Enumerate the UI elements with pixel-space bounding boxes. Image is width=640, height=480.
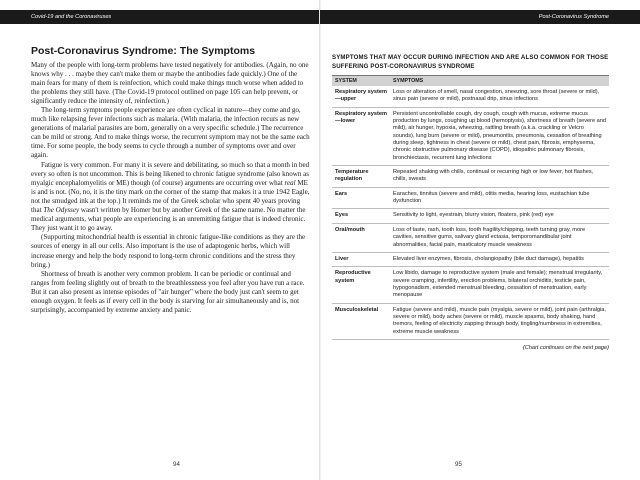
row-system: Oral/mouth [332,223,390,252]
row-system: Reproductive system [332,267,390,303]
chart-continued-note: (Chart continues on the next page) [522,344,609,351]
row-symptoms: Earaches, tinnitus (severe and mild), otitis media, hearing loss, eustachian tube dysfunction [390,187,609,209]
running-head-right-text: Post-Coronavirus Syndrome [538,14,609,20]
row-system: Liver [332,252,390,266]
row-symptoms: Sensitivity to light, eyestrain, blurry vision, floaters, pink (red) eye [390,209,609,223]
row-symptoms: Fatigue (severe and mild), muscle pain (myalgia, severe or mild), joint pain (arthralgia, severe or mild), body aches (severe or mild), muscle spasms, body shaking, hand tremors, feeling of electricity zapping through body, tingling/numbness in extremities, extreme muscle weakness [390,303,609,339]
paragraph-3-emphasis-odyssey: The Odyssey [43,206,80,215]
running-head-left-text: Covid-19 and the Coronaviruses [31,14,112,20]
header-system: SYSTEM [332,76,390,87]
symptoms-table [332,75,609,340]
header-symptoms: SYMPTOMS [390,76,609,87]
table-row [332,107,609,165]
section-heading: Post-Coronavirus Syndrome: The Symptoms [31,45,256,57]
table-row [332,187,609,209]
table-row [332,166,609,188]
paragraph-3-part-3: wasn't written by Homer but by another Greek of the same name. No matter the medical arguments, what people are experiencing is an unremitting fatigue that is indeed chronic. They just want it to go away. [31,206,306,233]
paragraph-4: (Supporting mitochondrial health is essential in chronic fatigue-like conditions as they are the sources of energy in all our cells. Also important is the use of adaptogenic herbs, which will increase energy and help the body respond to long-term chronic conditions and the stress they bring.) [31,233,306,269]
chart-title: SYMPTOMS THAT MAY OCCUR DURING INFECTION AND ARE ALSO COMMON FOR THOSE SUFFERING POST-CORONAVIRUS SYNDROME [332,54,609,70]
row-system: Respiratory system—lower [332,107,390,165]
paragraph-5: Shortness of breath is another very common problem. It can be periodic or continual and ranges from feeling slightly out of breath to the breathlessness you feel after you have run a race. But it can also present as intense episodes of "air hunger" where the body just can't seem to get enough oxygen. It feels as if every cell in the body is starving for air simultaneously and is, not surprisingly, accompanied by extreme anxiety and panic. [31,269,305,315]
table-row [332,267,609,303]
row-symptoms: Loss of taste, rash, tooth loss, tooth fragility/chipping, teeth turning gray, more cavities, sensitive gums, salivary gland ectasia, temporomandibular joint abnormalities, facial pain, masticatory muscle weakness [390,223,609,252]
row-system: Musculoskeletal [332,303,390,339]
row-system: Respiratory system—upper [332,86,390,107]
paragraph-3 [31,161,310,234]
paragraph-3-part-2: ME is and is not. (No, no, it is the tiny mark on the corner of the stamp that makes it a true 1942 Eagle, not the smudged ink at the top.) It reminds me of the Greek scholar who spent 40 years proving that [31,178,310,215]
table-row [332,86,609,107]
page-number-left: 94 [173,461,180,468]
table-header-row [332,76,609,87]
paragraph-2: The long-term symptoms people experience are often cyclical in nature—they come and go, much like relapsing fever infections such as malaria. (With malaria, the infection recurs as new generations of malarial parasites are born, generally on a very specific schedule.) The recurrence can be mild or strong. And to make things worse, the recurrent symptom may not be the same each time. For some people, the body seems to cycle through a number of symptoms over and over again. [31,106,310,160]
row-symptoms: Repeated shaking with chills, continual or recurring high or low fever, hot flashes, chills, sweats [390,166,609,188]
table-row [332,303,609,339]
paragraph-3-emphasis-real: real [284,178,296,187]
row-symptoms: Persistent uncontrollable cough, dry cough, cough with mucus, extreme mucus production by lungs, coughing up blood (hemoptysis), shortness of breath (severe and mild), air hunger, hypoxia, wheezing, rattling breath (a.k.a. crackling or Velcro sounds), lung burn (severe or mild), pneumonitis, pneumonia, cessation of breathing during sleep, tightness in chest (severe or mild), chest pain, fibrosis, emphysema, chronic obstructive pulmonary disease (COPD), idiopathic pulmonary fibrosis, bronchiectasis, recurrent lung infections [390,107,609,165]
row-system: Ears [332,187,390,209]
paragraph-1: Many of the people with long-term problems have tested negatively for antibodies. (Again, no one knows why . . . maybe they can't make them or maybe the antibodies fade quickly.) One of the main fears for many of them is reinfection, which could make things much worse when added to the problems they still have. (The Covid-19 protocol outlined on page 105 can help prevent, or significantly reduce the intensity of, reinfection.) [31,60,309,105]
row-symptoms: Elevated liver enzymes, fibrosis, cholangiopathy (bile duct damage), hepatitis [390,252,609,266]
running-head-right [320,10,640,24]
row-symptoms: Low libido, damage to reproductive system (male and female); menstrual irregularity, severe cramping, infertility, erection problems, bilateral orchiditis, testicle pain, hypogonadism, extended menstrual bleeding, cessation of menstruation, early menopause [390,267,609,303]
table-row [332,252,609,266]
running-head-left [0,10,320,24]
right-page [320,0,640,480]
row-system: Temperature regulation [332,166,390,188]
paragraph-3-part-1: Fatigue is very common. For many it is severe and debilitating, so much so that a month in bed every so often is not uncommon. This is being likened to chronic fatigue syndrome (also known as myalgic encephalomyelitis or ME) though (of course) arguments are occurring over what [31,160,310,187]
table-row [332,223,609,252]
row-system: Eyes [332,209,390,223]
page-number-right: 95 [455,461,462,468]
row-symptoms: Loss or alteration of smell, nasal congestion, sneezing, sore throat (severe or mild), sinus pain (severe or mild), postnasal drip, sinus infections [390,86,609,107]
body-text [31,61,310,316]
table-row [332,209,609,223]
